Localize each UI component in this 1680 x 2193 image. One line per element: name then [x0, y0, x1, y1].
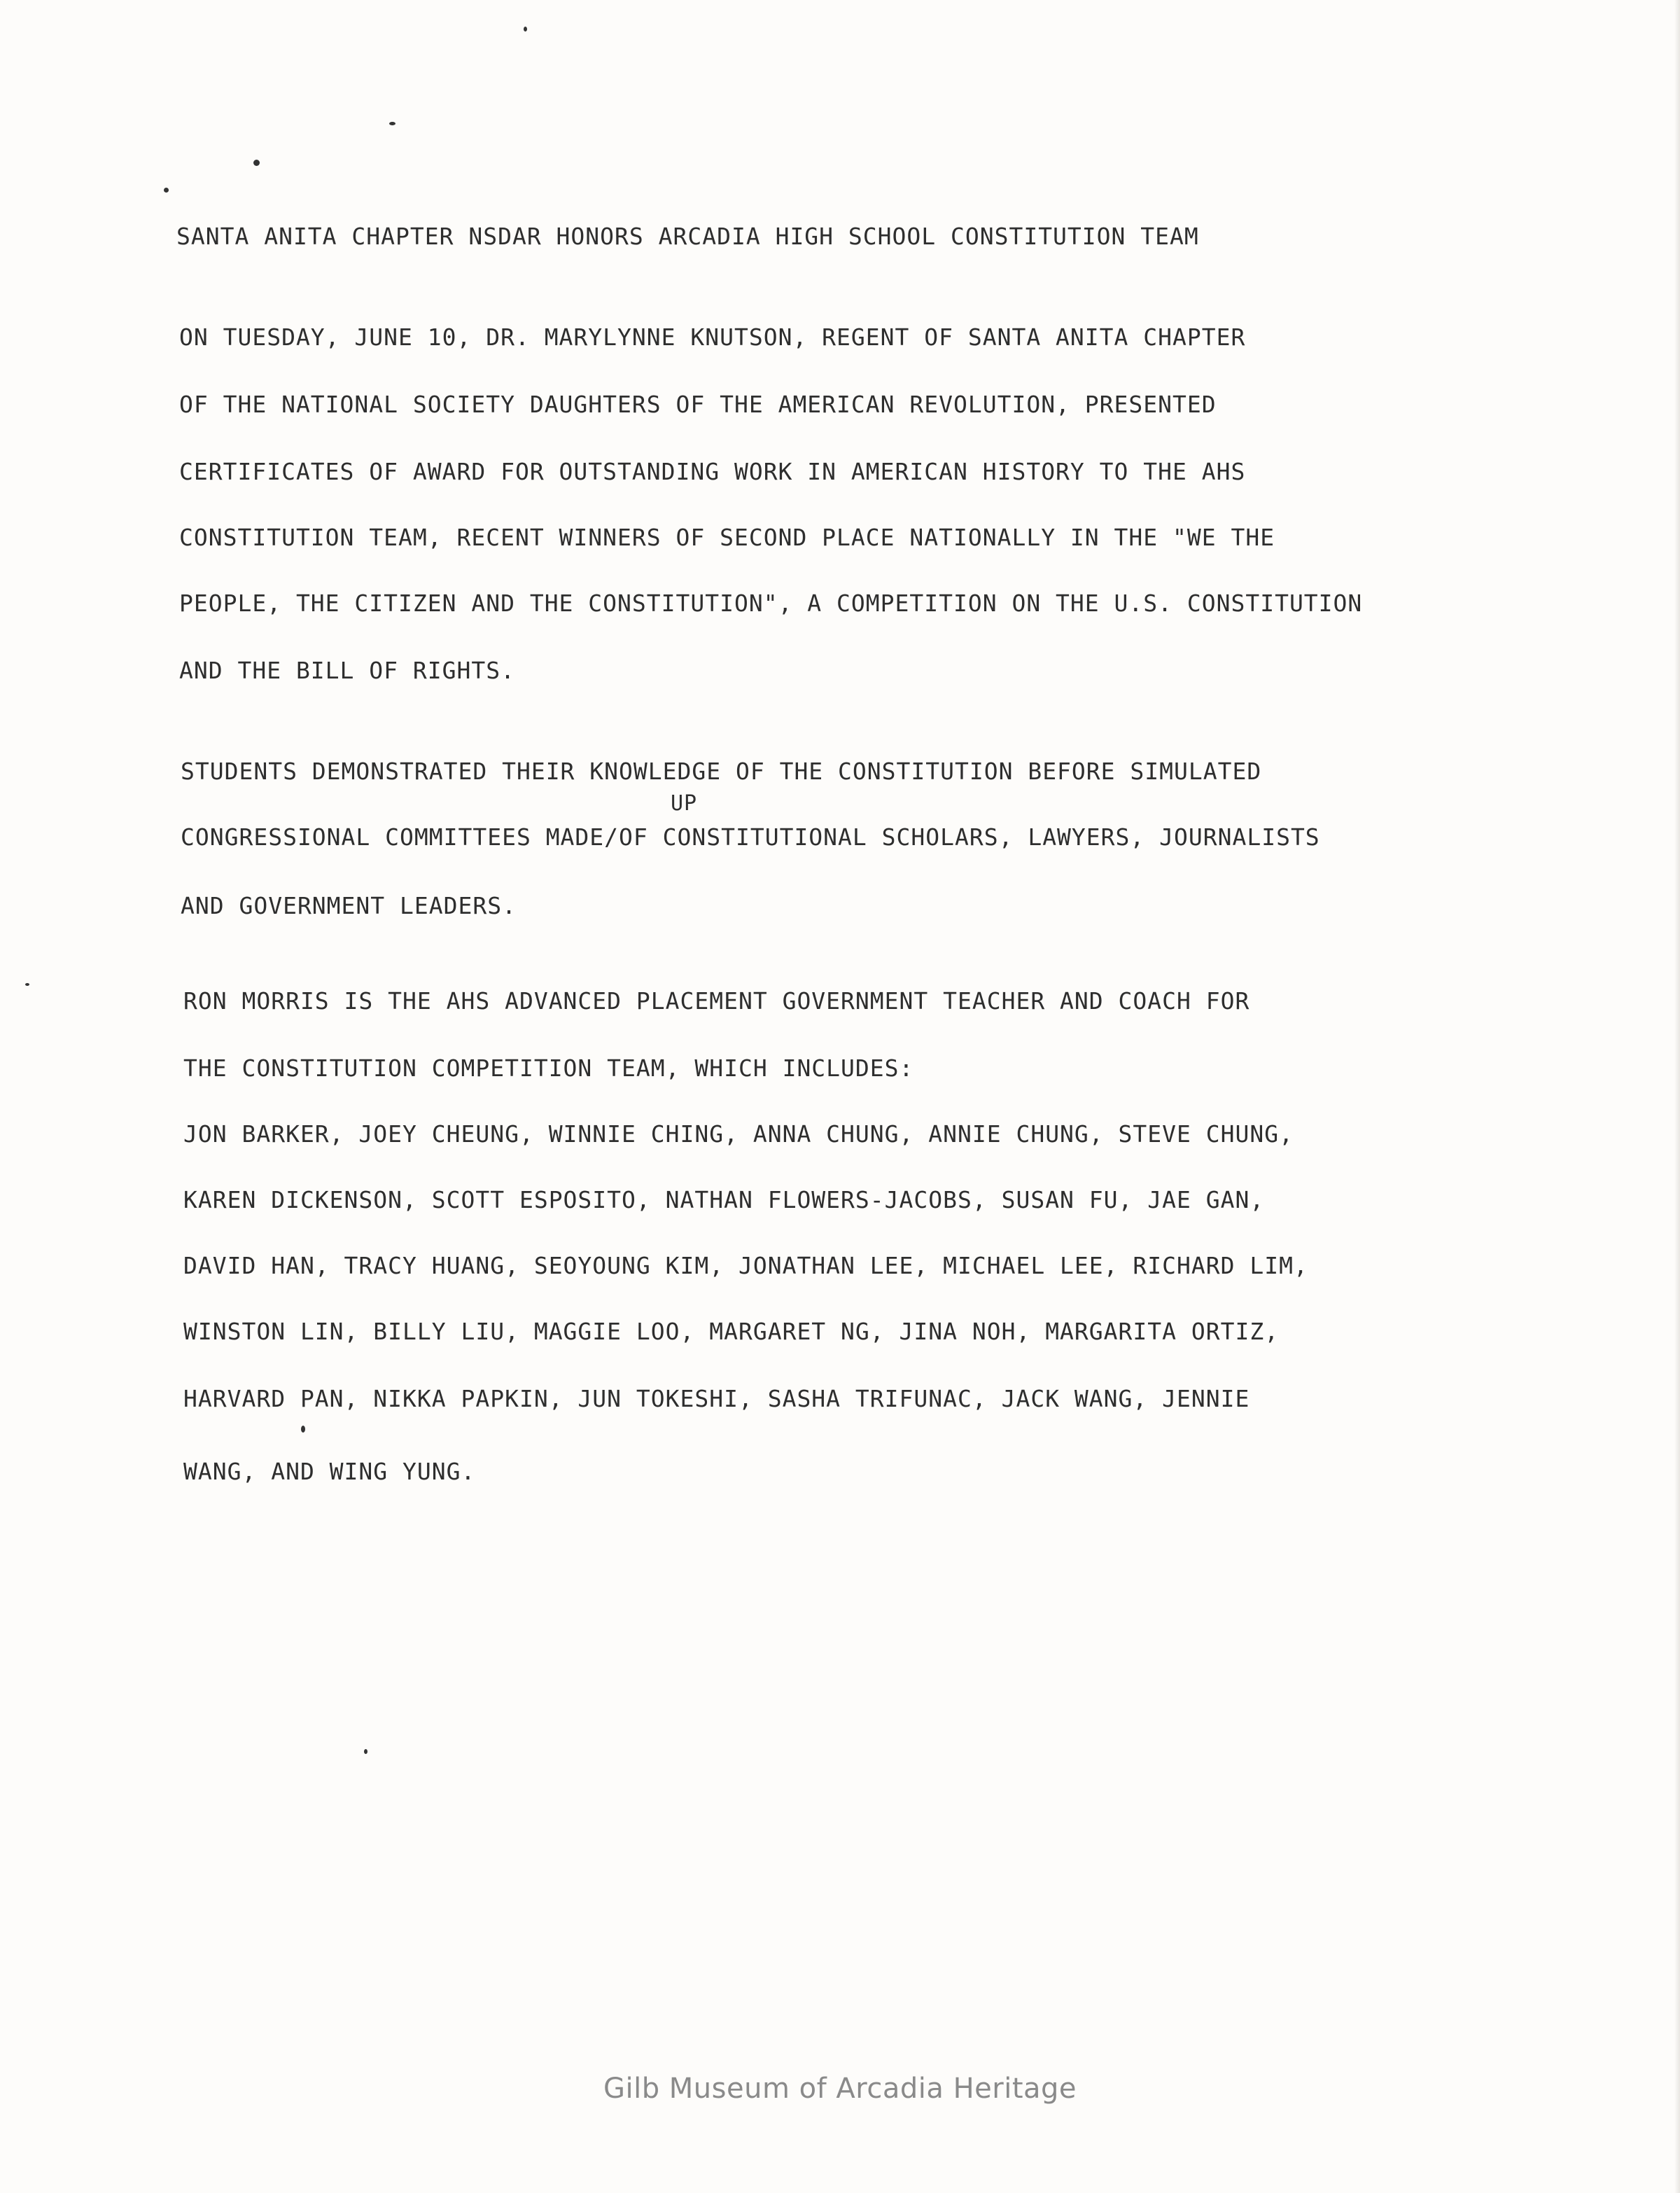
- handwritten-insertion: UP: [671, 791, 698, 816]
- ink-speck: [301, 1426, 305, 1433]
- team-member-line: JON BARKER, JOEY CHEUNG, WINNIE CHING, ANNA CHUNG, ANNIE CHUNG, STEVE CHUNG,: [183, 1120, 1294, 1148]
- ink-speck: [364, 1749, 368, 1754]
- paragraph-line: CONGRESSIONAL COMMITTEES MADE/OF CONSTITUTIONAL SCHOLARS, LAWYERS, JOURNALISTS: [181, 823, 1320, 851]
- paragraph-line: THE CONSTITUTION COMPETITION TEAM, WHICH INCLUDES:: [183, 1054, 914, 1082]
- paragraph-line: ON TUESDAY, JUNE 10, DR. MARYLYNNE KNUTSON, REGENT OF SANTA ANITA CHAPTER: [179, 323, 1246, 351]
- ink-speck: [253, 160, 260, 166]
- paragraph-line: PEOPLE, THE CITIZEN AND THE CONSTITUTION", A COMPETITION ON THE U.S. CONSTITUTION: [179, 590, 1363, 617]
- paragraph-line: RON MORRIS IS THE AHS ADVANCED PLACEMENT GOVERNMENT TEACHER AND COACH FOR: [183, 987, 1250, 1015]
- ink-speck: [524, 27, 527, 32]
- archive-watermark: Gilb Museum of Arcadia Heritage: [603, 2073, 1077, 2105]
- paragraph-line: OF THE NATIONAL SOCIETY DAUGHTERS OF THE AMERICAN REVOLUTION, PRESENTED: [179, 391, 1217, 418]
- paragraph-line: AND GOVERNMENT LEADERS.: [181, 892, 517, 919]
- document-title: SANTA ANITA CHAPTER NSDAR HONORS ARCADIA HIGH SCHOOL CONSTITUTION TEAM: [176, 223, 1199, 250]
- team-member-line: WANG, AND WING YUNG.: [183, 1458, 476, 1485]
- team-member-line: DAVID HAN, TRACY HUANG, SEOYOUNG KIM, JONATHAN LEE, MICHAEL LEE, RICHARD LIM,: [183, 1252, 1308, 1279]
- ink-speck: [389, 122, 396, 125]
- team-member-line: WINSTON LIN, BILLY LIU, MAGGIE LOO, MARGARET NG, JINA NOH, MARGARITA ORTIZ,: [183, 1318, 1280, 1345]
- paragraph-line: STUDENTS DEMONSTRATED THEIR KNOWLEDGE OF THE CONSTITUTION BEFORE SIMULATED: [181, 758, 1262, 785]
- page-edge: [1674, 0, 1680, 2193]
- paragraph-line: CONSTITUTION TEAM, RECENT WINNERS OF SECOND PLACE NATIONALLY IN THE "WE THE: [179, 524, 1275, 551]
- team-member-line: KAREN DICKENSON, SCOTT ESPOSITO, NATHAN FLOWERS-JACOBS, SUSAN FU, JAE GAN,: [183, 1186, 1265, 1213]
- ink-speck: [25, 983, 29, 986]
- ink-speck: [164, 188, 169, 193]
- paragraph-line: CERTIFICATES OF AWARD FOR OUTSTANDING WORK IN AMERICAN HISTORY TO THE AHS: [179, 458, 1246, 485]
- team-member-line: HARVARD PAN, NIKKA PAPKIN, JUN TOKESHI, SASHA TRIFUNAC, JACK WANG, JENNIE: [183, 1385, 1250, 1412]
- paragraph-line: AND THE BILL OF RIGHTS.: [179, 657, 515, 684]
